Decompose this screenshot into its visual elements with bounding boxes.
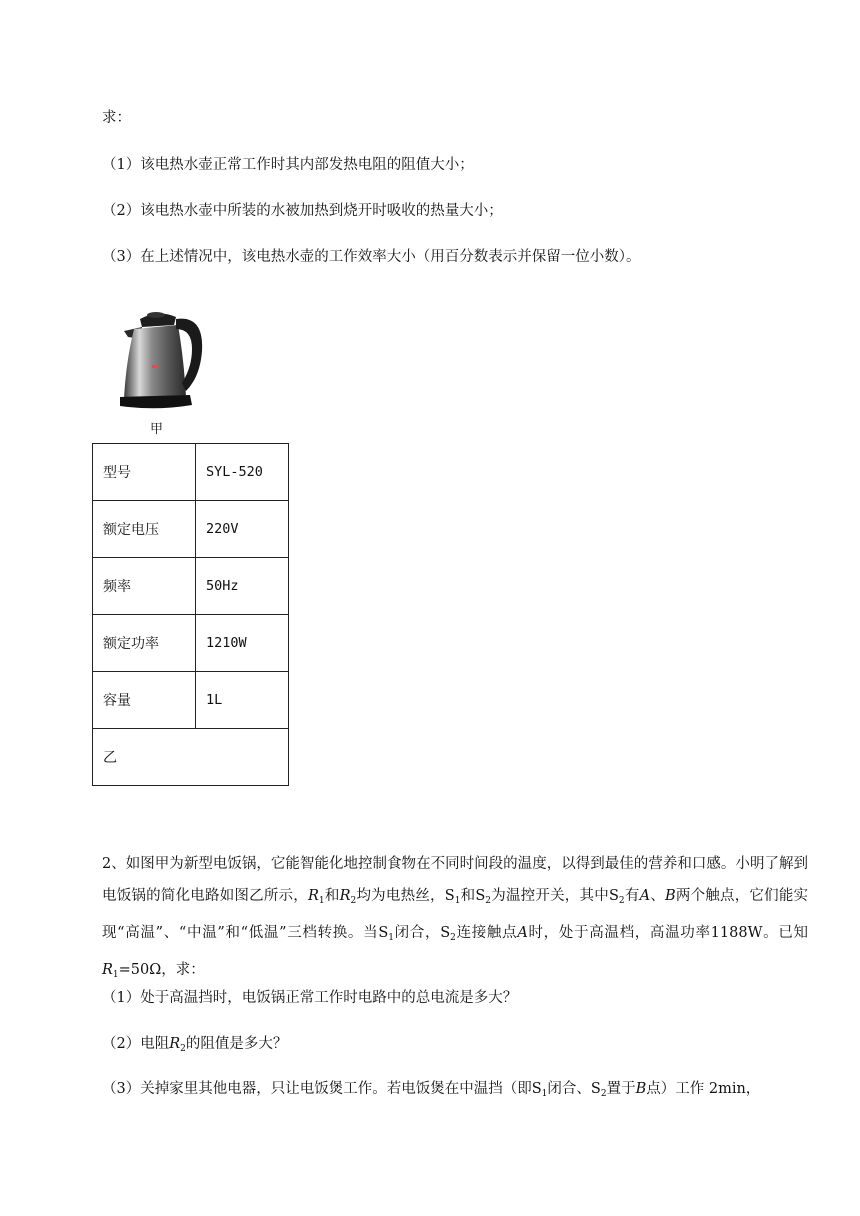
- table-row: [93, 672, 289, 729]
- spec-key: 额定电压: [93, 501, 196, 558]
- q1-item-2: （2）该电热水壶中所装的水被加热到烧开时吸收的热量大小；: [102, 203, 503, 219]
- q2-intro: 2、如图甲为新型电饭锅，它能智能化地控制食物在不同时间段的温度，以得到最佳的营养和口感。小明了解到电饭锅的简化电路如图乙所示，$R_1$和$R_2$均为电热丝，$S_1$和$S_2$为温控开关，其中$S_2$有A、B两个触点，它们能实现“高温”、“中温”和“低温”三档转换。当$S_1$闭合，$S_2$连接触点A时，处于高温档，高温功率1188W。已知$R_1=50\Omega$，求：: [102, 856, 809, 980]
- figure-caption-jia: 甲: [150, 422, 164, 437]
- table-row: [93, 501, 289, 558]
- q2-item-3: （3）关掉家里其他电器，只让电饭煲工作。若电饭煲在中温挡（即$S_1$闭合、$S_2$置于B点）工作 2min，: [102, 1081, 761, 1099]
- table-row: [93, 444, 289, 501]
- q2-item-2: （2）电阻$R_2$的阻值是多大？: [102, 1036, 288, 1054]
- table-caption-yi: 乙: [93, 729, 289, 786]
- ask-label: 求：: [102, 110, 131, 126]
- spec-key: 型号: [93, 444, 196, 501]
- spec-key: 频率: [93, 558, 196, 615]
- table-row: [93, 615, 289, 672]
- spec-value: SYL-520: [196, 444, 289, 501]
- q1-item-3: （3）在上述情况中，该电热水壶的工作效率大小（用百分数表示并保留一位小数）。: [102, 249, 641, 265]
- electric-kettle-image: [112, 305, 207, 413]
- table-row: [93, 558, 289, 615]
- spec-value: 50Hz: [196, 558, 289, 615]
- q1-item-1: （1）该电热水壶正常工作时其内部发热电阻的阻值大小；: [102, 157, 474, 173]
- q2-item-1: （1）处于高温挡时，电饭锅正常工作时电路中的总电流是多大？: [102, 990, 518, 1006]
- spec-key: 额定功率: [93, 615, 196, 672]
- spec-value: 1L: [196, 672, 289, 729]
- spec-table: [92, 443, 289, 786]
- spec-key: 容量: [93, 672, 196, 729]
- table-row: [93, 729, 289, 786]
- spec-value: 1210W: [196, 615, 289, 672]
- spec-value: 220V: [196, 501, 289, 558]
